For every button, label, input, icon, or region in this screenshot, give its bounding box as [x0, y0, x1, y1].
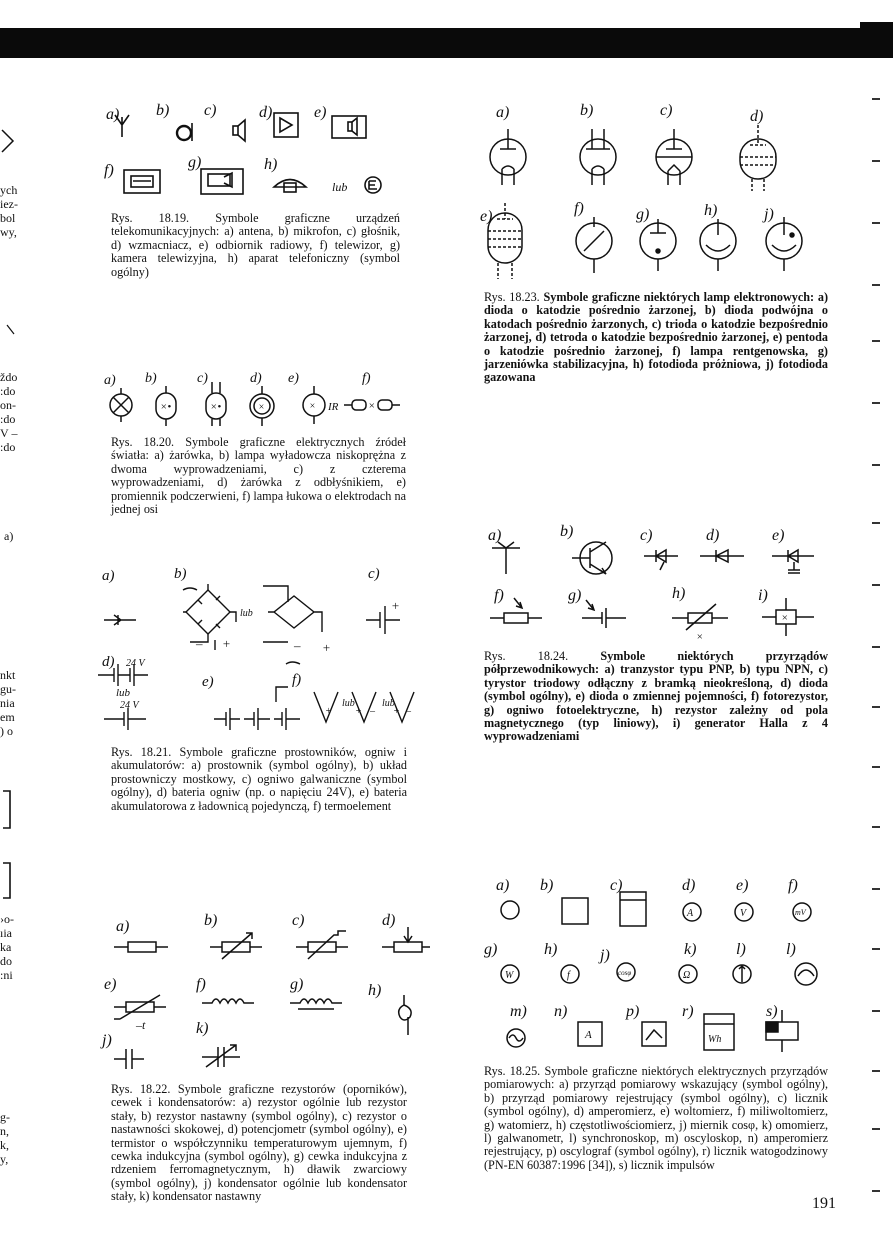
- label-a: a): [488, 527, 502, 544]
- varicap-diode-icon: [772, 550, 814, 573]
- arc-lamp-icon: [344, 400, 400, 412]
- label-l2: l): [786, 941, 796, 958]
- fig-18-23-diagram: [474, 95, 844, 285]
- telephone-icon: [274, 180, 306, 193]
- margin-mark-icon: [6, 324, 16, 336]
- label-k: k): [196, 1020, 209, 1037]
- fig-18-25-caption: [484, 1065, 828, 1172]
- fig-18-20-diagram: [100, 368, 410, 430]
- triangle-marker-icon: [0, 128, 16, 154]
- label-c: c): [610, 877, 623, 894]
- edge-tick: [872, 826, 880, 828]
- margin-fragment: wy,: [0, 225, 17, 239]
- edge-tick: [872, 284, 880, 286]
- label-h: h): [264, 156, 278, 173]
- galvanic-cell-icon: [366, 598, 400, 634]
- label-h: h): [544, 941, 558, 958]
- variable-capacitor-icon: [202, 1045, 240, 1067]
- svg-text:f: f: [567, 970, 570, 981]
- ammeter-icon: [683, 903, 701, 921]
- label-n: n): [554, 1003, 568, 1020]
- label-g: g): [188, 154, 202, 171]
- margin-fragment: ždo: [0, 370, 18, 384]
- vacuum-photodiode-icon: [700, 219, 736, 271]
- counter-meter-icon: [620, 892, 646, 926]
- label-b: b): [540, 877, 554, 894]
- svg-text:×•: ×•: [160, 401, 172, 413]
- margin-fragment: gu-: [0, 682, 16, 696]
- margin-fragment: do: [0, 954, 12, 968]
- label-b: b): [156, 102, 170, 119]
- label-g: g): [636, 206, 650, 223]
- oscilloscope-icon: [507, 1029, 525, 1047]
- margin-fragment: a): [4, 529, 14, 543]
- label-c: c): [640, 527, 653, 544]
- voltage-label: 24 V: [126, 658, 145, 669]
- margin-fragment: g-: [0, 1110, 10, 1124]
- margin-fragment: nia: [0, 696, 15, 710]
- caption-head: Rys. 18.22.: [111, 1082, 171, 1096]
- svg-text:–: –: [406, 706, 411, 717]
- caption-body: Symbole graficzne elektrycznych źródeł światła: a) żarówka, b) lampa wyładowcza niskoprężna z dwoma wyprowadzeniami, c) z czterema wyprowadzeniami, d) żarówka z odbłyśnikiem, e) promiennik podczerwieni, f) lampa łukowa o elektrodach na jednej osi: [111, 435, 406, 517]
- edge-tick: [872, 222, 880, 224]
- galvanometer-icon: [733, 965, 751, 983]
- tv-camera-icon: [201, 169, 243, 194]
- margin-fragment: ›o-: [0, 912, 14, 926]
- fig-18-21-diagram: [90, 562, 420, 742]
- label-e: e): [202, 674, 214, 690]
- edge-tick: [872, 646, 880, 648]
- millivoltmeter-icon: [793, 903, 811, 921]
- label-f: f): [362, 371, 371, 386]
- recording-ammeter-icon: [578, 1022, 602, 1046]
- label-f: f): [196, 976, 206, 993]
- margin-fragment: :ni: [0, 968, 13, 982]
- lub-label: lub: [332, 180, 348, 194]
- wattmeter-icon: [501, 965, 519, 983]
- svg-text:+: +: [222, 636, 231, 651]
- npn-transistor-icon: [572, 542, 612, 574]
- inductor-icon: [202, 999, 254, 1003]
- recording-meter-icon: [562, 898, 588, 924]
- label-c: c): [204, 102, 217, 119]
- ir-label: IR: [328, 401, 339, 413]
- iron-core-inductor-icon: [290, 999, 342, 1009]
- svg-text:W: W: [505, 970, 514, 981]
- caption-head: Rys. 18.20.: [111, 435, 175, 449]
- margin-fragment: ych: [0, 183, 18, 197]
- margin-fragment: y,: [0, 1152, 9, 1166]
- label-e: e): [772, 527, 785, 544]
- infrared-lamp-icon: [303, 386, 325, 424]
- label-h: h): [368, 982, 382, 999]
- edge-tick: [872, 766, 880, 768]
- telephone-alt-icon: [365, 177, 381, 193]
- label-h: h): [672, 585, 686, 602]
- label-a: a): [496, 877, 510, 894]
- label-d: d): [382, 912, 396, 929]
- label-e: e): [104, 976, 117, 993]
- fig-18-21-caption: [111, 746, 407, 813]
- label-d: d): [750, 108, 764, 125]
- label-f: f): [494, 587, 504, 604]
- caption-body: Symbole graficzne prostowników, ogniw i akumulatorów: a) prostownik (symbol ogólny), b) układ prostowniczy mostkowy, c) ogniwo galwaniczne (symbol ogólny), d) bateria ogniw (np. o napięciu 24V), e) bateria akumulatorowa z ładownicą pojedynczą, f) termoelement: [111, 745, 408, 813]
- label-a: a): [102, 568, 115, 584]
- label-j: j): [600, 947, 610, 964]
- amplifier-icon: [274, 113, 298, 137]
- label-b: b): [174, 566, 187, 582]
- label-e: e): [736, 877, 749, 894]
- margin-fragment: :do: [0, 412, 16, 426]
- svg-text:+: +: [325, 706, 332, 717]
- label-r: r): [682, 1003, 694, 1020]
- double-diode-tube-icon: [580, 129, 616, 185]
- caption-head: Rys. 18.23.: [484, 290, 540, 304]
- label-k: k): [684, 941, 697, 958]
- margin-fragment: on-: [0, 398, 16, 412]
- lub-label: lub: [240, 608, 253, 619]
- label-f: f): [104, 162, 114, 179]
- triode-tube-icon: [656, 129, 692, 185]
- label-e: e): [480, 208, 493, 225]
- edge-tick: [872, 1010, 880, 1012]
- label-f: f): [574, 200, 584, 217]
- svg-text:×: ×: [781, 612, 789, 624]
- margin-fragment: V –: [0, 426, 18, 440]
- label-b: b): [204, 912, 218, 929]
- label-a: a): [104, 373, 116, 388]
- ohmmeter-icon: [679, 965, 697, 983]
- svg-text:A: A: [687, 908, 694, 919]
- svg-text:+: +: [391, 598, 400, 613]
- caption-head: Rys. 18.21.: [111, 745, 172, 759]
- lub-label: lub: [382, 698, 395, 709]
- reflector-lamp-icon: [250, 386, 274, 426]
- radio-receiver-icon: [332, 116, 366, 138]
- label-g: g): [290, 976, 304, 993]
- svg-text:×: ×: [696, 631, 704, 643]
- pentode-tube-icon: [488, 203, 522, 279]
- x-ray-tube-icon: [576, 217, 612, 273]
- capacitor-icon: [114, 1049, 144, 1069]
- margin-fragment: iez-: [0, 197, 18, 211]
- svg-text:–: –: [196, 636, 203, 651]
- svg-text:Wh: Wh: [708, 1034, 722, 1045]
- label-d: d): [706, 527, 720, 544]
- choke-icon: [399, 995, 411, 1035]
- edge-tick: [872, 1190, 880, 1192]
- svg-text:×: ×: [309, 401, 316, 412]
- margin-fragment: nkt: [0, 668, 16, 682]
- label-b: b): [580, 102, 594, 119]
- svg-text:+: +: [393, 706, 400, 717]
- margin-fragment: k,: [0, 1138, 9, 1152]
- pnp-transistor-icon: [492, 542, 520, 574]
- caption-head: Rys. 18.25.: [484, 1064, 541, 1078]
- edge-tick: [872, 402, 880, 404]
- thyristor-icon: [644, 550, 678, 570]
- voltage-label: 24 V: [120, 700, 139, 711]
- margin-fragment: bol: [0, 211, 16, 225]
- watt-hour-meter-icon: [704, 1014, 734, 1050]
- margin-fragment: ıia: [0, 926, 12, 940]
- margin-fragment: :do: [0, 384, 16, 398]
- microphone-icon: [177, 123, 192, 141]
- margin-fragment: ka: [0, 940, 12, 954]
- magnetoresistor-icon: [672, 604, 728, 643]
- margin-fragment: :do: [0, 440, 16, 454]
- label-j: j): [764, 206, 774, 223]
- label-c: c): [660, 102, 673, 119]
- speaker-icon: [233, 120, 245, 141]
- page-number: 191: [812, 1195, 836, 1212]
- discharge-lamp-four-lead-icon: [206, 382, 226, 426]
- fig-18-20-caption: [111, 436, 406, 516]
- caption-body: Symbole graficzne niektórych elektrycznych przyrządów pomiarowych: a) przyrząd pomiarowy wskazujący (symbol ogólny), b) przyrząd pomiarowy rejestrujący (symbol ogólny), c) licznik (symbol ogólny), d) amperomierz, e) woltomierz, f) miliwoltomierz, g) watomierz, h) częstotliwościomierz, j) miernik cosφ, k) omomierz, l) galwanometr, l) synchronoskop, m) oscyloskop, n) amperomierz rejestrujący, p) oscylograf (symbol ogólny), r) licznik watogodzinowy (PN-EN 60387:1996 [34]), s) licznik impulsów: [484, 1064, 828, 1172]
- diode-tube-icon: [490, 129, 526, 185]
- synchronoscope-icon: [795, 963, 817, 985]
- label-l: l): [736, 941, 746, 958]
- label-c: c): [368, 566, 380, 582]
- indicating-meter-icon: [501, 901, 519, 919]
- label-e: e): [314, 104, 327, 121]
- margin-fragment: em: [0, 710, 15, 724]
- tetrode-tube-icon: [740, 125, 776, 191]
- label-g: g): [484, 941, 498, 958]
- fig-18-22-diagram: [100, 905, 430, 1075]
- edge-tick: [872, 464, 880, 466]
- caption-body: Symbole graficzne urządzeń telekomunikacyjnych: a) antena, b) mikrofon, c) głośnik, d) wzmacniacz, e) odbiornik radiowy, f) telewizor, g) kamera telewizyjna, h) aparat telefoniczny (symbol ogólny): [111, 211, 401, 279]
- label-j: j): [102, 1032, 112, 1049]
- edge-tick: [872, 160, 880, 162]
- label-m: m): [510, 1003, 527, 1020]
- accumulator-battery-icon: [214, 687, 300, 730]
- thermocouple-icon: [314, 692, 414, 722]
- svg-text:mV: mV: [795, 908, 806, 917]
- label-f: f): [292, 672, 302, 688]
- svg-text:+: +: [355, 706, 362, 717]
- voltmeter-icon: [735, 903, 753, 921]
- svg-text:cosφ: cosφ: [618, 969, 632, 977]
- page-header-bar: [0, 28, 893, 58]
- label-c: c): [197, 371, 208, 386]
- fig-18-19-caption: [111, 212, 400, 279]
- label-c: c): [292, 912, 305, 929]
- fig-18-25-diagram: [476, 870, 840, 1060]
- thermistor-t-label: –t: [136, 1018, 146, 1032]
- resistor-icon: [114, 942, 168, 952]
- label-d: d): [102, 654, 115, 670]
- fig-18-22-caption: [111, 1083, 407, 1204]
- margin-fragment: ) o: [0, 724, 13, 738]
- gas-photodiode-icon: [766, 217, 802, 271]
- power-factor-meter-icon: [617, 963, 635, 981]
- oscillograph-icon: [642, 1022, 666, 1046]
- label-p: p): [626, 1003, 640, 1020]
- edge-tick: [872, 1128, 880, 1130]
- edge-tick: [872, 584, 880, 586]
- svg-text:Ω: Ω: [683, 970, 691, 981]
- potentiometer-icon: [382, 927, 430, 952]
- caption-head: Rys. 18.19.: [111, 211, 190, 225]
- label-g: g): [568, 587, 582, 604]
- diode-icon: [700, 550, 744, 562]
- edge-tick: [872, 706, 880, 708]
- glow-tube-icon: [640, 219, 676, 271]
- bridge-rectifier-icon: [183, 584, 331, 664]
- discharge-lamp-two-lead-icon: [156, 386, 176, 426]
- photocell-icon: [582, 600, 626, 628]
- bracket-icon: [2, 790, 12, 830]
- variable-resistor-icon: [210, 933, 262, 959]
- edge-tick: [872, 340, 880, 342]
- lub-label: lub: [342, 698, 355, 709]
- svg-text:V: V: [740, 908, 747, 919]
- label-f: f): [788, 877, 798, 894]
- caption-body: Symbole graficzne niektórych lamp elektronowych: a) dioda o katodzie pośrednio żarzonej, b) dioda podwójna o katodach pośrednio żarzonych, c) trioda o katodzie bezpośrednio żarzonej, d) tetroda o katodzie bezpośrednio żarzonej, e) pentoda o katodzie pośrednio żarzonej, f) lampa rentgenowska, g) jarzeniówka stabilizacyjna, h) fotodioda próżniowa, j) fotodioda gazowana: [484, 290, 829, 385]
- label-a: a): [496, 104, 510, 121]
- edge-tick: [872, 948, 880, 950]
- fig-18-24-diagram: [476, 518, 840, 644]
- label-d: d): [259, 104, 273, 121]
- svg-text:–: –: [370, 706, 375, 717]
- label-d: d): [682, 877, 696, 894]
- fig-18-19-diagram: [100, 95, 400, 205]
- battery-alt-icon: [104, 708, 146, 730]
- stepped-resistor-icon: [296, 931, 348, 959]
- svg-text:×•: ×•: [210, 401, 222, 413]
- svg-text:×: ×: [258, 402, 265, 413]
- label-a: a): [106, 106, 120, 123]
- hall-generator-icon: [762, 598, 814, 636]
- edge-tick: [872, 1070, 880, 1072]
- incandescent-lamp-icon: [110, 388, 132, 422]
- label-e: e): [288, 371, 299, 386]
- fig-18-24-caption: [484, 650, 828, 744]
- margin-fragment: n,: [0, 1124, 9, 1138]
- caption-body: Symbole graficzne rezystorów (oporników), cewek i kondensatorów: a) rezystor ogólnie lub rezystor stały, b) rezystor nastawny (symbol ogólny), c) rezystor o nastawności skokowej, d) potencjometr (symbol ogólny), e) termistor o współczynniku temperaturowym ujemnym, f) cewka indukcyjna (symbol ogólny), g) cewka indukcyjna z rdzeniem ferromagnetycznym, h) dławik zwarciowy (symbol ogólny), j) kondensator ogólnie lub kondensator stały, k) kondensator nastawny: [111, 1082, 407, 1204]
- caption-head: Rys. 18.24.: [484, 649, 569, 663]
- label-s: s): [766, 1003, 778, 1020]
- svg-text:+: +: [322, 640, 331, 655]
- television-icon: [124, 170, 160, 193]
- frequency-meter-icon: [561, 965, 579, 983]
- edge-tick: [872, 888, 880, 890]
- caption-body: Symbole niektórych przyrządów półprzewodnikowych: a) tranzystor typu PNP, b) typu NPN, c) tyrystor triodowy odłączny z bramką nieokreśloną, d) dioda (symbol ogólny), e) dioda o zmiennej pojemności, f) fotorezystor, g) ogniwo fotoelektryczne, h) rezystor zależny od pola magnetycznego (typ liniowy), i) generator Halla z 4 wyprowadzeniami: [484, 649, 828, 744]
- label-h: h): [704, 202, 718, 219]
- label-d: d): [250, 371, 262, 386]
- label-a: a): [116, 918, 130, 935]
- svg-text:A: A: [585, 1029, 592, 1041]
- label-b: b): [145, 371, 157, 386]
- edge-tick: [872, 98, 880, 100]
- svg-text:–: –: [294, 638, 301, 653]
- fig-18-23-caption: [484, 291, 828, 385]
- label-b: b): [560, 523, 574, 540]
- svg-text:×: ×: [368, 400, 376, 412]
- thermistor-icon: [114, 995, 166, 1032]
- edge-tick: [872, 522, 880, 524]
- bracket-icon: [2, 862, 12, 900]
- antenna-icon: [115, 115, 129, 137]
- rectifier-icon: [104, 615, 136, 625]
- lub-label: lub: [116, 687, 131, 699]
- page-header-bar-step: [860, 22, 893, 32]
- label-i: i): [758, 587, 768, 604]
